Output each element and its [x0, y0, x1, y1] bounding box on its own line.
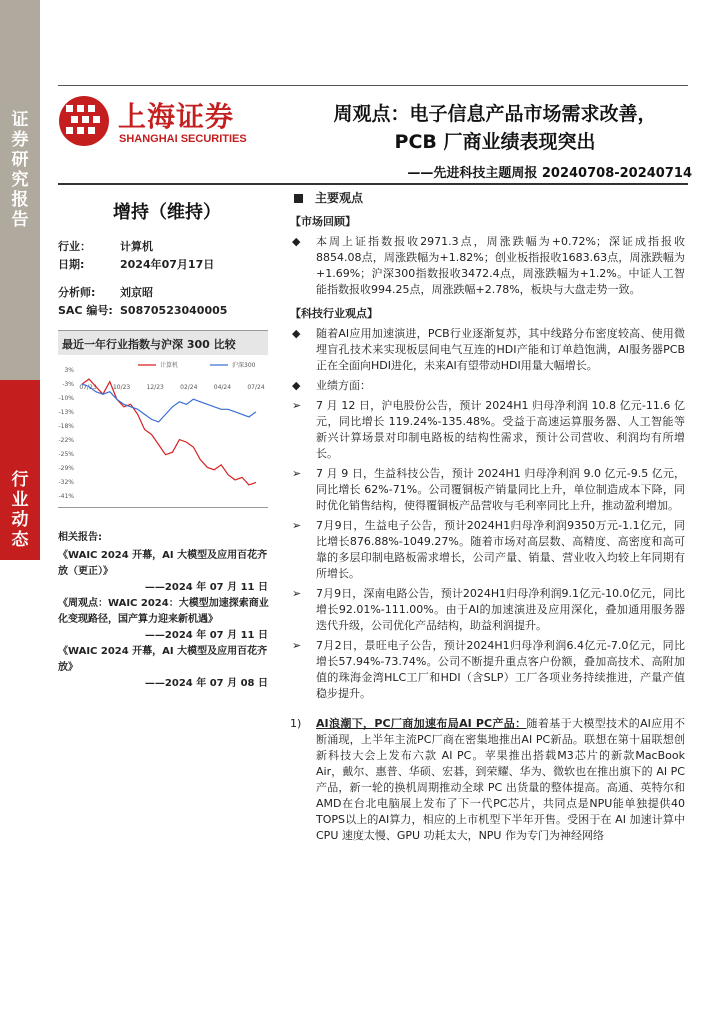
arrow-bullet-icon: ➢: [292, 467, 302, 480]
series-line: [82, 379, 256, 485]
arrow-bullet-icon: ➢: [292, 639, 302, 652]
title-line-2: PCB 厂商业绩表现突出: [394, 131, 596, 153]
title-line-1: 周观点：电子信息产品市场需求改善，: [333, 103, 657, 125]
list-item: [290, 378, 685, 394]
sidebar-category: 行业动态: [11, 470, 29, 550]
x-tick-label: 07/24: [247, 384, 265, 391]
related-report-title[interactable]: 《周观点：WAIC 2024：大模型加速探索商业化变现路径，国产算力迎来新机遇》: [58, 598, 269, 625]
section-heading: [290, 190, 685, 206]
y-tick-label: -41%: [58, 493, 74, 500]
sac-label: SAC 编号:: [58, 304, 113, 317]
list-item: [290, 518, 685, 582]
related-report-date: ——2024 年 07 月 11 日: [144, 630, 268, 641]
list-item: [290, 586, 685, 634]
main-column: [290, 190, 685, 844]
y-tick-label: -13%: [58, 409, 74, 416]
y-tick-label: -32%: [58, 479, 74, 486]
related-report-date: ——2024 年 07 月 08 日: [144, 678, 268, 689]
sidebar-report-type: 证券研究报告: [11, 110, 29, 230]
y-tick-label: 3%: [64, 367, 74, 374]
list-item: [290, 638, 685, 702]
logo-mark-icon: [58, 95, 110, 147]
list-item: [290, 326, 685, 374]
perf-item: 7 月 12 日，沪电股份公告，预计 2024H1 归母净利润 10.8 亿元-11.6 亿元，同比增长 119.24%-135.48%。受益于高速运算服务器、人工智能等新兴计算场景对印制电路板的结构性需求，预计公司营收、利润均有所增长。: [316, 399, 685, 460]
perf-item: 7月9日，深南电路公告，预计2024H1归母净利润9.1亿元-10.0亿元，同比增长92.01%-111.00%。由于AI的加速演进及应用深化，叠加通用服务器迭代升级，公司优化产品结构，助益利润提升。: [316, 587, 685, 632]
square-bullet-icon: [294, 194, 303, 203]
diamond-bullet-icon: ◆: [292, 379, 301, 392]
related-heading: 相关报告:: [58, 532, 102, 543]
x-tick-label: 04/24: [213, 384, 232, 391]
index-chart: [58, 330, 268, 508]
company-logo: [58, 95, 258, 155]
point-title: AI浪潮下，PC厂商加速布局AI PC产品：: [316, 717, 527, 730]
view-tag: 【科技行业观点】: [290, 307, 378, 320]
page-subtitle: ——先进科技主题周报 20240708-20240714: [407, 166, 692, 181]
numbered-point: [290, 716, 685, 844]
left-column: [58, 190, 276, 320]
logo-cn: 上海证券: [118, 100, 235, 133]
perf-item: 7月2日，景旺电子公告，预计2024H1归母净利润6.4亿元-7.0亿元，同比增长57.94%-73.74%。公司不断提升重点客户份额，叠加高技术、高附加值的珠海金湾HLC工厂和HDI（含SLP）工厂各项业务持续推进，产量产值稳步提升。: [316, 639, 685, 700]
list-item: [290, 466, 685, 514]
arrow-bullet-icon: ➢: [292, 519, 302, 532]
date-label: 日期:: [58, 258, 85, 271]
x-tick-label: 02/24: [180, 384, 198, 391]
related-reports: [58, 530, 276, 692]
section-title: 主要观点: [315, 191, 364, 205]
legend-label: 计算机: [160, 362, 179, 369]
perf-item: 7月9日，生益电子公告，预计2024H1归母净利润9350万元-1.1亿元，同比增长876.88%-1049.27%。随着市场对高层数、高精度、高密度和高可靠的多层印制电路板需求增长，公司产量、销量、营业收入均较上年同期有所增长。: [316, 519, 685, 580]
chart-plot: [58, 355, 268, 507]
y-tick-label: -29%: [58, 465, 74, 472]
analyst-row: [58, 284, 276, 302]
industry-label: 行业：: [58, 240, 91, 253]
y-tick-label: -10%: [58, 395, 74, 402]
industry-row: [58, 238, 276, 256]
market-tag: 【市场回顾】: [290, 215, 356, 228]
related-report-date: ——2024 年 07 月 11 日: [144, 582, 268, 593]
header-rule: [58, 183, 688, 185]
logo-en: SHANGHAI SECURITIES: [119, 133, 247, 145]
analyst-value: 刘京昭: [120, 286, 153, 299]
sidebar-top-band: [0, 0, 40, 380]
sac-value: S0870523040005: [120, 304, 228, 317]
perf-heading: 业绩方面：: [316, 379, 371, 392]
rating: 增持（维持）: [113, 202, 221, 223]
date-value: 2024年07月17日: [120, 258, 215, 271]
list-item: [290, 234, 685, 298]
y-tick-label: -22%: [58, 437, 74, 444]
related-report-title[interactable]: 《WAIC 2024 开幕，AI 大模型及应用百花齐放》: [58, 646, 268, 673]
page-title: [290, 100, 700, 156]
y-tick-label: -3%: [62, 381, 74, 388]
analyst-label: 分析师:: [58, 286, 96, 299]
industry-value: 计算机: [120, 240, 153, 253]
point-text: 随着基于大模型技术的AI应用不断涌现，上半年主流PC厂商在密集地推出AI PC新品。联想在第十届联想创新科技大会上发布六款 AI PC。苹果推出搭载M3芯片的新款MacBook Air，戴尔、惠普、华硕、宏碁，到荣耀、华为、微软也在推出旗下的 AI PC 产品，新一轮的换机周期推动全球 PC 出货量的整体提高。高通、英特尔和AMD在台北电脑展上发布了下一代PC芯片，共同点是NPU能单独提供40 TOPS以上的AI算力，相应的上市机型下半年开售。受困于在 AI 加速计算中 CPU 速度太慢、GPU 功耗太大，NPU 作为专门为神经网络: [316, 717, 685, 842]
x-tick-label: 07/23: [79, 384, 97, 391]
top-rule: [58, 85, 688, 86]
related-report-title[interactable]: 《WAIC 2024 开幕，AI 大模型及应用百花齐放（更正）》: [58, 550, 268, 577]
diamond-bullet-icon: ◆: [292, 327, 301, 340]
list-item: [290, 398, 685, 462]
perf-item: 7 月 9 日，生益科技公告，预计 2024H1 归母净利润 9.0 亿元-9.5 亿元，同比增长 62%-71%。公司覆铜板产销量同比上升，单位制造成本下降，同时优化销售结构，使得覆铜板产品营收与毛利率同比上升，推动盈利增加。: [316, 467, 685, 512]
legend-label: 沪深300: [232, 362, 256, 369]
y-tick-label: -25%: [58, 451, 74, 458]
arrow-bullet-icon: ➢: [292, 587, 302, 600]
diamond-bullet-icon: ◆: [292, 235, 301, 248]
view-text: 随着AI应用加速演进，PCB行业逐渐复苏，其中线路分布密度较高、使用微埋盲孔技术来实现板层间电气互连的HDI产能和订单趋饱满，AI服务器PCB正在全面向HDI进化，未来AI有望带动HDI用量大幅增长。: [316, 327, 685, 372]
y-tick-label: -18%: [58, 423, 74, 430]
sidebar-category-band: [0, 380, 40, 560]
date-row: [58, 256, 276, 274]
x-tick-label: 10/23: [112, 384, 131, 391]
x-tick-label: 12/23: [146, 384, 164, 391]
point-number: 1): [290, 717, 302, 730]
chart-title: 最近一年行业指数与沪深 300 比较: [58, 331, 268, 355]
market-text: 本周上证指数报收2971.3点，周涨跌幅为+0.72%；深证成指报收8854.08点，周涨跌幅为+1.82%；创业板指报收1683.63点，周涨跌幅为+1.69%；沪深300指数报收3472.4点，周涨跌幅为+1.2%。中证人工智能指数报收994.25点，周涨跌幅+2.78%，板块与大盘走势一致。: [316, 235, 685, 296]
sac-row: [58, 302, 276, 320]
arrow-bullet-icon: ➢: [292, 399, 302, 412]
sidebar: [0, 0, 40, 1024]
